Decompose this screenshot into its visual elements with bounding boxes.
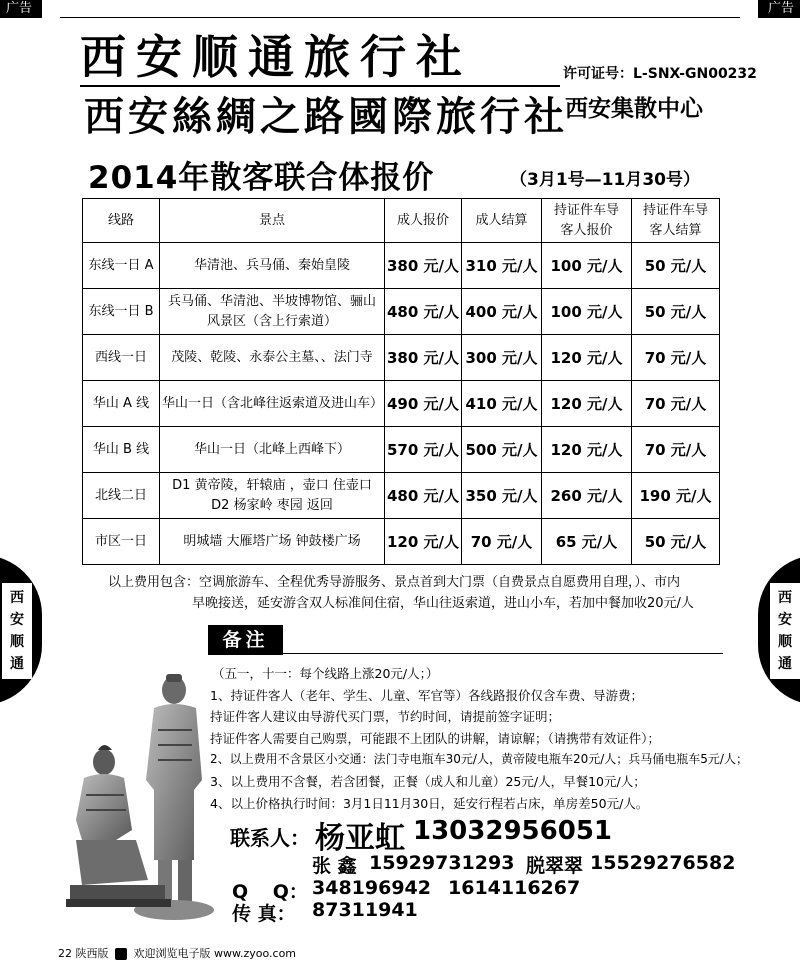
cell-adult-price: 380 元/人 [385, 335, 462, 381]
notes-title: 备注 [208, 625, 283, 655]
cell-adult-price: 380 元/人 [385, 243, 462, 289]
table-row [83, 519, 720, 565]
top-rule [60, 17, 740, 18]
ad-tag-right: 广告 [758, 0, 800, 18]
page-number: 22 [58, 947, 72, 960]
cell-cert-settle: 50 元/人 [632, 243, 720, 289]
contact-primary-phone[interactable]: 13032956051 [413, 816, 612, 846]
fax-number[interactable]: 87311941 [312, 899, 418, 921]
cell-route: 东线一日 B [83, 289, 160, 335]
cell-sights: 茂陵、乾陵、永泰公主墓、、法门寺 [160, 335, 385, 381]
notes-line: （五一，十一：每个线路上涨20元/人；） [212, 666, 439, 681]
edition-label: 陕西版 [75, 947, 109, 960]
cell-cert-settle: 50 元/人 [632, 519, 720, 565]
cell-adult-price: 120 元/人 [385, 519, 462, 565]
contact-primary-name: 杨亚虹 [315, 821, 405, 856]
header-adult-settle: 成人结算 [462, 199, 542, 243]
validity-period: （3月1号—11月30号） [510, 170, 700, 190]
header-cert-settle: 持证件车导 客人结算 [632, 199, 720, 243]
cell-adult-settle: 500 元/人 [462, 427, 542, 473]
cell-route: 东线一日 A [83, 243, 160, 289]
cell-cert-price: 120 元/人 [542, 381, 632, 427]
contact-third-phone[interactable]: 15529276582 [590, 852, 736, 874]
cell-route: 华山 A 线 [83, 381, 160, 427]
notes-line: 持证件客人需要自己购票，可能跟不上团队的讲解，请谅解；（请携带有效证件）； [210, 730, 661, 746]
cell-sights: 华清池、兵马俑、秦始皇陵 [160, 243, 385, 289]
cell-adult-price: 480 元/人 [385, 473, 462, 519]
distribution-center: 西安集散中心 [565, 95, 703, 122]
table-row [83, 335, 720, 381]
cell-cert-price: 120 元/人 [542, 335, 632, 381]
contact-label: 联系人： [230, 826, 310, 850]
table-row [83, 289, 720, 335]
cell-cert-price: 65 元/人 [542, 519, 632, 565]
brand-secondary-name: 西安絲綢之路國際旅行社 [84, 93, 568, 140]
cell-adult-settle: 410 元/人 [462, 381, 542, 427]
header-adult-price: 成人报价 [385, 199, 462, 243]
side-label-right: 西安顺通 [770, 583, 800, 679]
contact-third-name: 脱翠翠 [526, 855, 584, 877]
includes-line-2: 早晚接送，延安游含双人标准间住宿，华山往返索道，进山小车，若加中餐加收20元/人 [192, 596, 694, 611]
cell-cert-price: 100 元/人 [542, 289, 632, 335]
cell-sights: 华山一日（北峰上西峰下） [160, 427, 385, 473]
cell-adult-price: 570 元/人 [385, 427, 462, 473]
table-row [83, 427, 720, 473]
cell-adult-price: 480 元/人 [385, 289, 462, 335]
brand-primary-name: 西安顺通旅行社 [80, 30, 472, 84]
cell-cert-price: 100 元/人 [542, 243, 632, 289]
includes-line-1: 以上费用包含：空调旅游车、全程优秀导游服务、景点首到大门票（自费景点自愿费用自理，）、市内 [108, 575, 681, 590]
contact-second-phone[interactable]: 15929731293 [369, 852, 515, 874]
contact-second-name: 张 鑫 [312, 855, 357, 877]
cell-cert-settle: 190 元/人 [632, 473, 720, 519]
headline: 2014年散客联合体报价 [88, 160, 435, 196]
cell-cert-price: 120 元/人 [542, 427, 632, 473]
side-label-left: 西安顺通 [2, 583, 32, 679]
brand-divider [80, 85, 560, 87]
cell-adult-settle: 70 元/人 [462, 519, 542, 565]
side-tab-left [0, 555, 42, 705]
logo-icon [115, 948, 127, 960]
cell-sights: 华山一日（含北峰往返索道及进山车） [160, 381, 385, 427]
cell-adult-settle: 400 元/人 [462, 289, 542, 335]
cell-adult-settle: 300 元/人 [462, 335, 542, 381]
ad-tag-left: 广告 [0, 0, 42, 18]
cell-cert-settle: 50 元/人 [632, 289, 720, 335]
price-table [82, 198, 720, 565]
cell-route: 西线一日 [83, 335, 160, 381]
table-row [83, 473, 720, 519]
notes-line: 2、以上费用不含景区小交通：法门寺电瓶车30元/人，黄帝陵电瓶车20元/人；兵马俑电瓶车5元/人； [210, 752, 748, 767]
header-route: 线路 [83, 199, 160, 243]
notes-line: 3、以上费用不含餐，若含团餐，正餐（成人和儿童）25元/人，早餐10元/人； [210, 773, 646, 789]
cell-cert-settle: 70 元/人 [632, 427, 720, 473]
license-number: 许可证号：L-SNX-GN00232 [563, 66, 757, 82]
cell-adult-price: 490 元/人 [385, 381, 462, 427]
notes-line: 持证件客人建议由导游代买门票，节约时间，请提前签字证明； [210, 709, 561, 725]
header-cert-price: 持证件车导 客人报价 [542, 199, 632, 243]
header-sights: 景点 [160, 199, 385, 243]
cell-cert-settle: 70 元/人 [632, 335, 720, 381]
notes-line: 1、持证件客人（老年、学生、儿童、军官等）各线路报价仅含车费、导游费； [210, 687, 643, 703]
table-header-row [83, 199, 720, 243]
table-row [83, 243, 720, 289]
cell-sights: 兵马俑、华清池、半坡博物馆、骊山 风景区（含上行索道） [160, 289, 385, 335]
qq-label: Q Q： [232, 881, 308, 903]
qq-number-1[interactable]: 348196942 [312, 877, 431, 899]
qq-number-2[interactable]: 1614116267 [448, 877, 581, 899]
notes-list [210, 663, 770, 814]
footer [58, 945, 296, 961]
table-row [83, 381, 720, 427]
footer-site-text[interactable]: 欢迎浏览电子版 www.zyoo.com [133, 947, 297, 960]
cell-route: 北线二日 [83, 473, 160, 519]
cell-sights: D1 黄帝陵，轩辕庙 ，壶口 住壶口 D2 杨家岭 枣园 返回 [160, 473, 385, 519]
cell-adult-settle: 310 元/人 [462, 243, 542, 289]
price-includes [108, 572, 728, 614]
cell-route: 市区一日 [83, 519, 160, 565]
notes-line: 4、以上价格执行时间：3月1日11月30日，延安行程若占床，单房差50元/人。 [210, 795, 649, 811]
terracotta-warriors-illustration [62, 670, 222, 940]
cell-sights: 明城墙 大雁塔广场 钟鼓楼广场 [160, 519, 385, 565]
cell-route: 华山 B 线 [83, 427, 160, 473]
notes-divider [283, 653, 723, 654]
cell-cert-price: 260 元/人 [542, 473, 632, 519]
cell-cert-settle: 70 元/人 [632, 381, 720, 427]
cell-adult-settle: 350 元/人 [462, 473, 542, 519]
fax-label: 传 真： [232, 903, 296, 925]
